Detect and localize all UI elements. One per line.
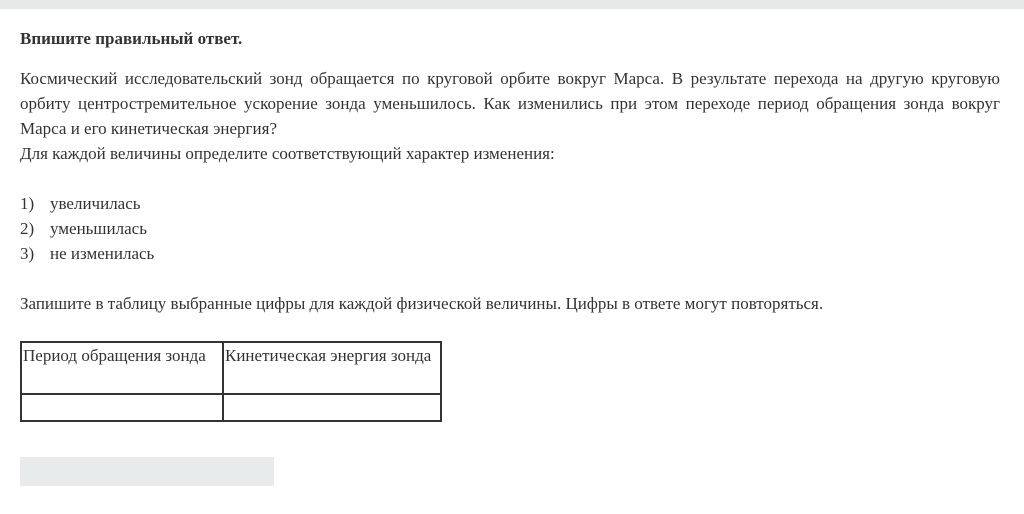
task-instruction: Впишите правильный ответ. [20,29,243,48]
header-kinetic-energy: Кинетическая энергия зонда [223,342,441,394]
option-label: уменьшилась [50,219,147,238]
task-question: Космический исследовательский зонд обращается по круговой орбите вокруг Марса. В результате перехода на другую круговую орбиту центростремительное ускорение зонда уменьшилось. Как изменились при этом переходе период обращения зонда вокруг Марса и его кинетическая энергия? [20,69,1000,138]
table-header-row [21,342,441,394]
top-bar [0,0,1024,9]
option-item-3 [20,241,1000,266]
answer-table [20,341,442,422]
option-label: не изменилась [50,244,155,263]
table-answer-row [21,394,441,421]
option-item-1 [20,191,1000,216]
period-answer-input[interactable] [23,396,221,421]
kinetic-energy-answer-input[interactable] [225,396,439,421]
answer-input[interactable] [20,457,274,486]
cell-kinetic-energy-answer[interactable] [223,394,441,421]
task-subquestion: Для каждой величины определите соответствующий характер изменения: [20,144,555,163]
option-item-2 [20,216,1000,241]
task-content [20,26,1000,316]
option-label: увеличилась [50,194,141,213]
option-number: 2) [20,219,35,238]
cell-period-answer[interactable] [21,394,223,421]
options-list [20,191,1000,266]
option-number: 1) [20,194,35,213]
option-number: 3) [20,244,35,263]
write-instruction: Запишите в таблицу выбранные цифры для каждой физической величины. Цифры в ответе могут повторяться. [20,294,824,313]
header-period: Период обращения зонда [21,342,223,394]
